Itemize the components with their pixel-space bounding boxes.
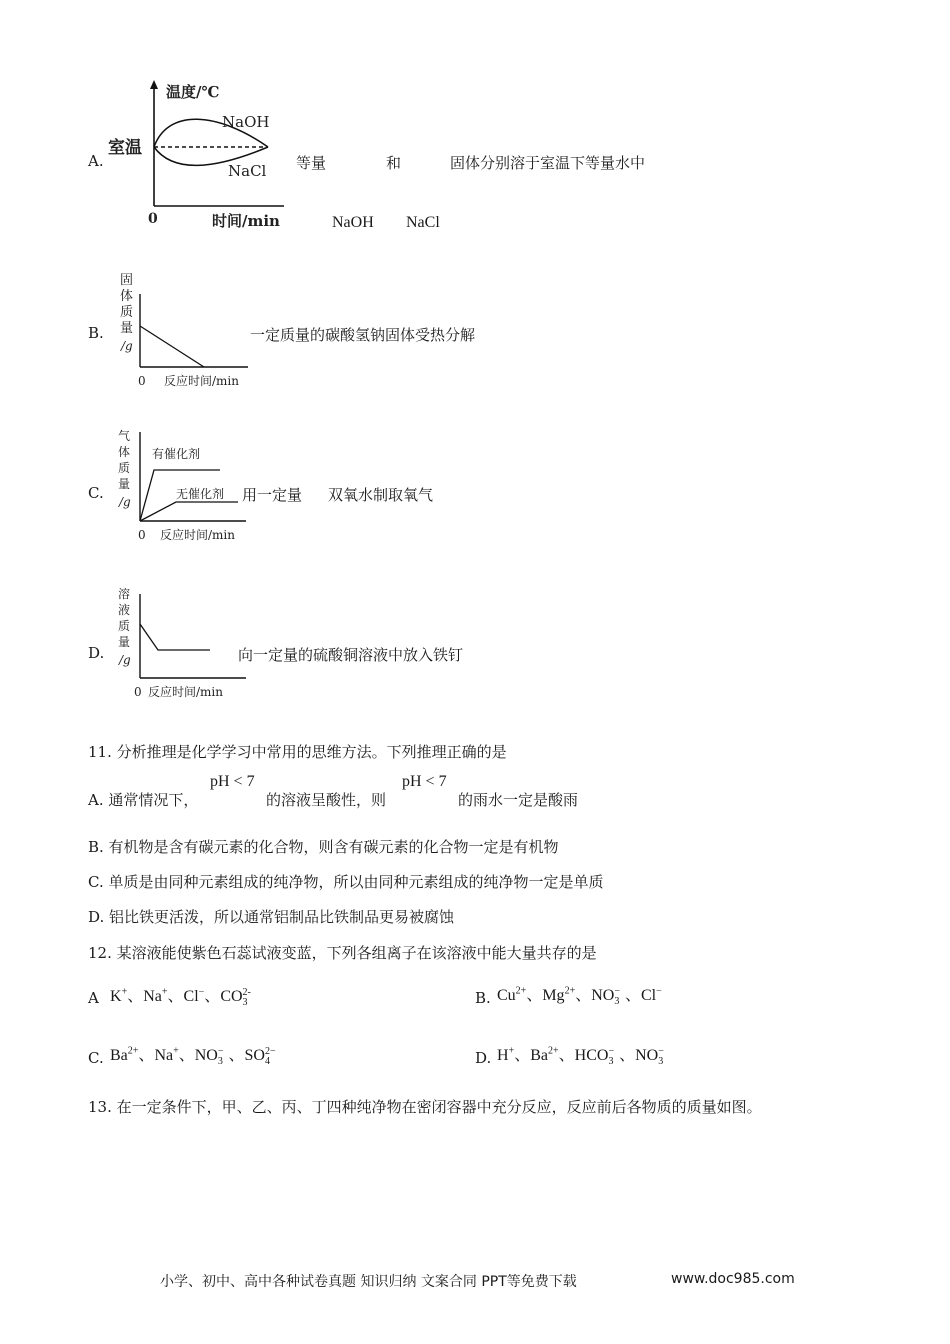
graph-d-ylabel-3: 质: [118, 619, 131, 633]
q12-option-c-label: C.: [88, 1049, 104, 1067]
graph-a-ylabel: 温度/℃: [166, 83, 220, 101]
graph-b-xlabel: 反应时间/min: [164, 374, 239, 388]
option-a-formula-naoh: NaOH: [332, 214, 374, 231]
graph-d-ylabel-2: 液: [118, 603, 131, 617]
graph-b-ylabel-4: 量: [120, 321, 134, 336]
q12-option-a-label: A: [88, 989, 99, 1007]
q12-stem: 12. 某溶液能使紫色石蕊试液变蓝，下列各组离子在该溶液中能大量共存的是: [88, 944, 597, 962]
q11-option-a-mid: 的溶液呈酸性，则: [266, 791, 387, 809]
option-d-text: 向一定量的硫酸铜溶液中放入铁钉: [238, 646, 464, 664]
graph-a-origin: 0: [148, 211, 158, 227]
graph-a-curve-naoh: NaOH: [222, 113, 270, 131]
q12-option-d-label: D.: [475, 1049, 492, 1067]
graph-b-ylabel-2: 体: [120, 289, 134, 304]
q12-option-c-ions: $Ba^{2+}$、Na+、$NO_3^-$ 、$SO_4^{2-}$: [110, 1045, 276, 1068]
option-a-text2: 和: [386, 154, 402, 172]
q11-option-b: B. 有机物是含有碳元素的化合物，则含有碳元素的化合物一定是有机物: [88, 838, 559, 856]
option-d-label: D.: [88, 644, 105, 662]
graph-c-ylabel-4: 量: [118, 477, 131, 491]
q11-stem: 11. 分析推理是化学学习中常用的思维方法。下列推理正确的是: [88, 743, 507, 761]
footer-url[interactable]: www.doc985.com: [671, 1271, 795, 1287]
q13-stem: 13. 在一定条件下，甲、乙、丙、丁四种纯净物在密闭容器中充分反应，反应前后各物质的质量如图。: [88, 1098, 762, 1116]
q12-option-b-label: B.: [475, 989, 491, 1007]
footer-text: 小学、初中、高中各种试卷真题 知识归纳 文案合同 PPT等免费下载: [160, 1274, 577, 1290]
graph-a-curve-nacl: NaCl: [228, 162, 267, 180]
graph-b: [108, 272, 258, 392]
graph-d-origin: 0: [134, 685, 142, 699]
option-b-text: 一定质量的碳酸氢钠固体受热分解: [250, 326, 476, 344]
q11-option-d: D. 铝比铁更活泼，所以通常铝制品比铁制品更易被腐蚀: [88, 908, 455, 926]
graph-c: [108, 428, 258, 548]
q11-option-c: C. 单质是由同种元素组成的纯净物，所以由同种元素组成的纯净物一定是单质: [88, 873, 604, 891]
option-b-label: B.: [88, 324, 104, 342]
graph-c-ylabel-1: 气: [118, 429, 131, 443]
graph-d-ylabel-4: 量: [118, 635, 131, 649]
graph-c-ylabel-unit: /g: [119, 495, 131, 509]
graph-d-xlabel: 反应时间/min: [148, 685, 223, 699]
graph-d-ylabel-unit: /g: [119, 653, 131, 667]
graph-c-xlabel: 反应时间/min: [160, 528, 235, 542]
graph-c-curve-no-catalyst: 无催化剂: [176, 487, 225, 501]
graph-b-origin: 0: [138, 374, 146, 388]
option-c-label: C.: [88, 484, 104, 502]
option-c-text1: 用一定量: [242, 486, 303, 504]
graph-b-ylabel-unit: /g: [121, 339, 133, 353]
option-a-formula-nacl: NaCl: [406, 214, 440, 231]
option-a-text3: 固体分别溶于室温下等量水中: [450, 154, 646, 172]
graph-d: [108, 586, 258, 706]
graph-c-ylabel-2: 体: [118, 445, 131, 459]
graph-c-curve-catalyst: 有催化剂: [152, 447, 201, 461]
q11-ph-2: pH < 7: [402, 773, 447, 790]
graph-d-ylabel-1: 溶: [118, 587, 131, 601]
graph-b-ylabel-1: 固: [120, 273, 134, 288]
graph-c-ylabel-3: 质: [118, 461, 131, 475]
q12-option-b-ions: $Cu^{2+}$、$Mg^{2+}$、$NO_3^-$ 、Cl−: [497, 985, 662, 1008]
q12-option-a-ions: K+、Na+、Cl−、$CO_3^{2-}$: [110, 986, 251, 1009]
q11-ph-1: pH < 7: [210, 773, 255, 790]
option-a-label: A.: [88, 152, 104, 170]
graph-b-ylabel-3: 质: [120, 305, 134, 320]
option-c-text2: 双氧水制取氧气: [328, 486, 434, 504]
graph-a-ref-label: 室温: [108, 138, 142, 158]
graph-c-origin: 0: [138, 528, 146, 542]
q12-option-d-ions: H+、$Ba^{2+}$、$HCO_3^-$ 、$NO_3^-$: [497, 1045, 664, 1068]
graph-a: [108, 78, 293, 228]
q11-option-a-pre: A. 通常情况下，: [88, 791, 199, 809]
graph-a-xlabel: 时间/min: [212, 212, 280, 228]
q11-option-a-post: 的雨水一定是酸雨: [458, 791, 579, 809]
option-a-text1: 等量: [296, 154, 327, 172]
